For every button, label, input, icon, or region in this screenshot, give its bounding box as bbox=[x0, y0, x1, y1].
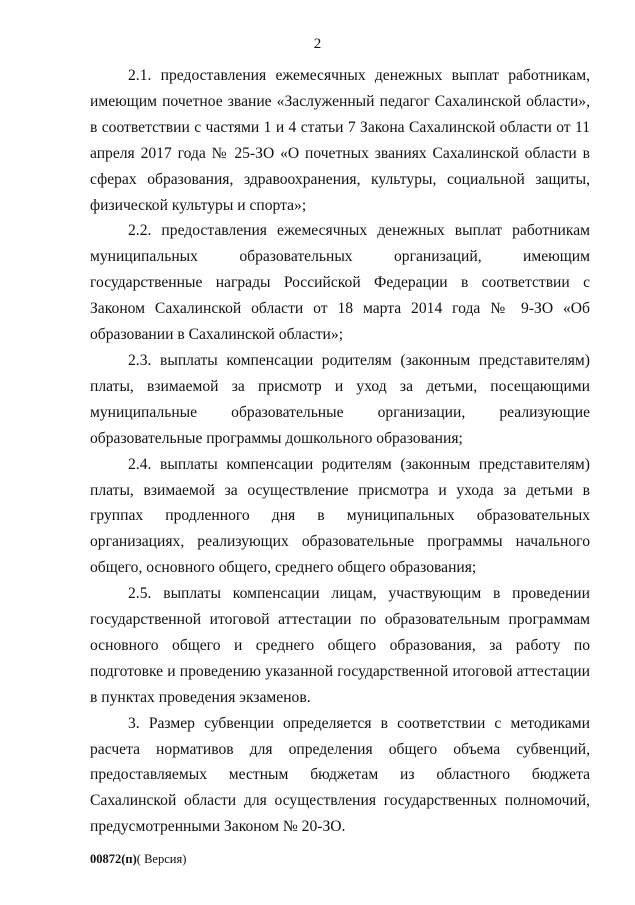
document-body bbox=[90, 63, 590, 840]
document-version: ( Версия) bbox=[136, 852, 187, 866]
paragraph-2-1: 2.1. предоставления ежемесячных денежных выплат работникам, имеющим почетное звание «Заслуженный педагог Сахалинской области», в соответствии с частями 1 и 4 статьи 7 Закона Сахалинской области от 11 апреля 2017 года № 25-ЗО «О почетных званиях Сахалинской области в сферах образования, здравоохранения, культуры, социальной защиты, физической культуры и спорта»; bbox=[90, 67, 590, 214]
paragraph-2-2: 2.2. предоставления ежемесячных денежных выплат работникам муниципальных образовательных организаций, имеющим государственные награды Российской Федерации в соответствии с Законом Сахалинской области от 18 марта 2014 года № 9-ЗО «Об образовании в Сахалинской области»; bbox=[90, 222, 590, 344]
paragraph-3: 3. Размер субвенции определяется в соответствии с методиками расчета нормативов для определения общего объема субвенций, предоставляемых местным бюджетам из областного бюджета Сахалинской области для осуществления государственных полномочий, предусмотренными Законом № 20-ЗО. bbox=[90, 714, 590, 836]
paragraph-2-3: 2.3. выплаты компенсации родителям (законным представителям) платы, взимаемой за присмотр и уход за детьми, посещающими муниципальные образовательные организации, реализующие образовательные программы дошкольного образования; bbox=[90, 351, 590, 447]
document-code: 00872(п) bbox=[90, 852, 137, 866]
page-number: 2 bbox=[313, 36, 322, 52]
paragraph-2-5: 2.5. выплаты компенсации лицам, участвующим в проведении государственной итоговой аттестации по образовательным программам основного общего и среднего общего образования, за работу по подготовке и проведению указанной государственной итоговой аттестации в пунктах проведения экзаменов. bbox=[90, 585, 590, 706]
paragraph-2-4: 2.4. выплаты компенсации родителям (законным представителям) платы, взимаемой за осуществление присмотра и ухода за детьми в группах продленного дня в муниципальных образовательных организациях, реализующих образовательные программы начального общего, основного общего, среднего общего образования; bbox=[90, 455, 590, 577]
document-footer bbox=[90, 851, 186, 867]
